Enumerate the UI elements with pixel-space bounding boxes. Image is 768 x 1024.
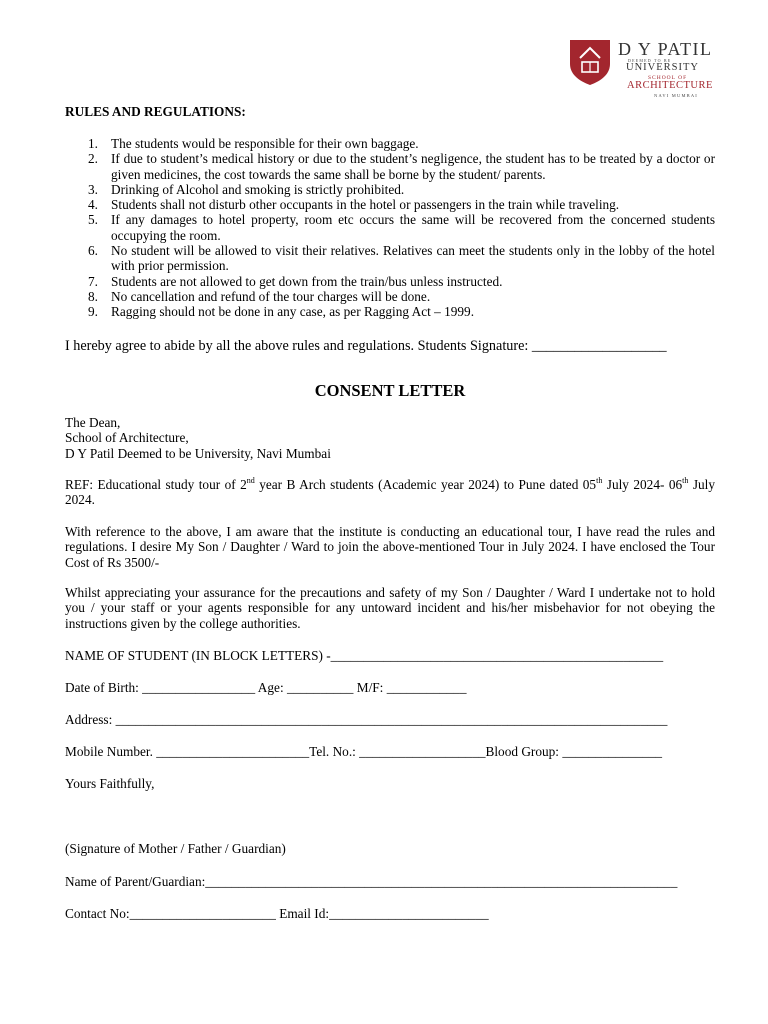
rule-number: 6. — [88, 243, 98, 259]
ordinal-suffix: th — [682, 476, 689, 485]
rule-item — [65, 304, 715, 319]
rule-item — [65, 182, 715, 197]
rule-item — [65, 274, 715, 289]
logo-school-of: SCHOOL OF — [648, 75, 688, 81]
ordinal-suffix: th — [596, 476, 603, 485]
dob-age-gender-field[interactable]: Date of Birth: _________________ Age: __________ M/F: ____________ — [65, 680, 467, 695]
reference-text: July 2024- 06 — [602, 477, 683, 492]
reference-paragraph — [65, 477, 715, 508]
rule-text: Students shall not disturb other occupants in the hotel or passengers in the train while traveling. — [111, 197, 620, 213]
rule-item — [65, 243, 715, 274]
reference-label: REF: — [65, 477, 94, 492]
ordinal-suffix: nd — [246, 476, 255, 485]
rule-text: Drinking of Alcohol and smoking is strictly prohibited. — [111, 181, 405, 197]
rule-number: 9. — [88, 304, 98, 320]
rule-number: 1. — [88, 136, 98, 151]
rule-item — [65, 197, 715, 212]
university-crest-icon — [568, 38, 612, 86]
logo-name: D Y PATIL — [618, 39, 713, 59]
yours-faithfully: Yours Faithfully, — [65, 776, 155, 791]
recipient-address — [65, 415, 715, 461]
student-agreement-line: I hereby agree to abide by all the above rules and regulations. Students Signature: ___________________ — [65, 338, 667, 354]
consent-paragraph-1: With reference to the above, I am aware that the institute is conducting an educational tour, I have read the rules and regulations. I desire My Son / Daughter / Ward to join the above-mentioned Tour in July 2024. I have enclosed the Tour Cost of Rs 3500/- — [65, 524, 715, 570]
student-name-field[interactable]: NAME OF STUDENT (IN BLOCK LETTERS) -__________________________________________________ — [65, 648, 664, 663]
parent-name-field[interactable]: Name of Parent/Guardian:_______________________________________________________________________ — [65, 874, 678, 889]
recipient-line-1: The Dean, — [65, 415, 121, 430]
consent-letter-title: CONSENT LETTER — [314, 381, 466, 400]
reference-text: year B Arch students (Academic year 2024) to Pune dated 05 — [254, 477, 597, 492]
rule-number: 8. — [88, 288, 98, 304]
rule-item — [65, 136, 715, 151]
logo-architecture: ARCHITECTURE — [627, 80, 713, 91]
rule-text: Ragging should not be done in any case, as per Ragging Act – 1999. — [111, 304, 475, 320]
recipient-line-2: School of Architecture, — [65, 430, 189, 446]
rule-number: 2. — [88, 151, 98, 167]
rule-number: 3. — [88, 181, 98, 197]
rules-heading: RULES AND REGULATIONS: — [65, 104, 246, 119]
university-logo — [568, 38, 718, 108]
rule-text: No student will be allowed to visit their relatives. Relatives can meet the students only in the lobby of the hotel with prior permission. — [111, 243, 715, 274]
rule-text: If any damages to hotel property, room etc occurs the same will be recovered from the concerned students occupying the room. — [111, 212, 715, 243]
consent-paragraph-2: Whilst appreciating your assurance for the precautions and safety of my Son / Daughter / Ward I undertake not to hold you / your staff or your agents responsible for any untoward incident and his/her misbehavior for not obeying the instructions given by the college authorities. — [65, 585, 715, 631]
rule-number: 4. — [88, 197, 98, 213]
reference-text: July 2024. — [65, 477, 715, 508]
reference-text: Educational study tour of 2 — [93, 477, 247, 492]
recipient-line-3: D Y Patil Deemed to be University, Navi Mumbai — [65, 445, 331, 461]
logo-university: UNIVERSITY — [626, 62, 699, 73]
rule-text: If due to student’s medical history or due to the student’s negligence, the student has to be treated by a doctor or given medicines, the cost towards the same shall be borne by the student/ parents. — [111, 151, 715, 182]
rule-number: 7. — [88, 273, 98, 289]
rule-item — [65, 151, 715, 182]
rule-text: Students are not allowed to get down from the train/bus unless instructed. — [111, 273, 503, 289]
rule-item — [65, 289, 715, 304]
rule-number: 5. — [88, 212, 98, 228]
guardian-signature-label: (Signature of Mother / Father / Guardian) — [65, 841, 286, 856]
rule-text: The students would be responsible for their own baggage. — [111, 136, 419, 151]
contact-email-field[interactable]: Contact No:______________________ Email Id:________________________ — [65, 906, 489, 921]
rule-item — [65, 212, 715, 243]
mobile-tel-blood-field[interactable]: Mobile Number. _______________________Tel. No.: ___________________Blood Group: _______________ — [65, 744, 663, 759]
logo-location: NAVI MUMBAI — [654, 93, 698, 98]
rule-text: No cancellation and refund of the tour charges will be done. — [111, 288, 431, 304]
rules-list — [65, 136, 715, 320]
address-field[interactable]: Address: ___________________________________________________________________________________ — [65, 712, 668, 727]
logo-deemed: DEEMED TO BE — [628, 58, 672, 63]
